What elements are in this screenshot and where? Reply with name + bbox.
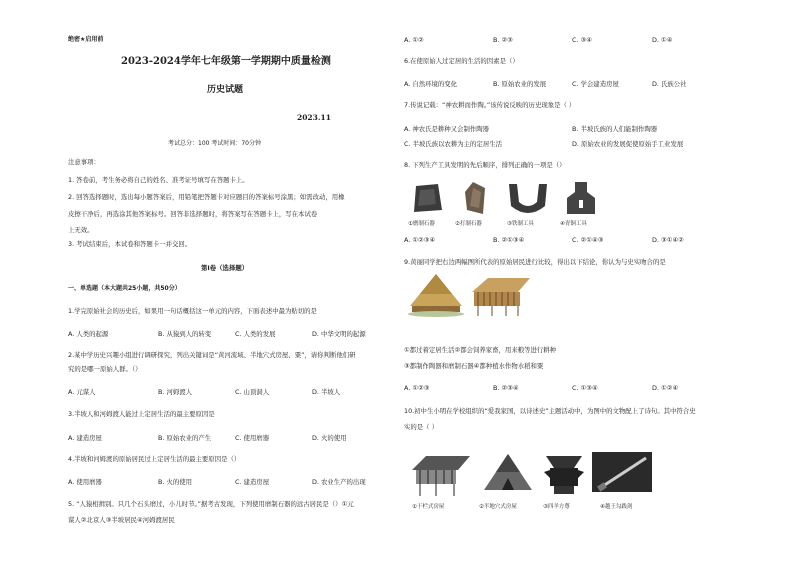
q9-option-a: A. ①②③ [404, 384, 430, 392]
exam-title: 2023-2024学年七年级第一学期期中质量检测 [121, 56, 331, 67]
q9-option-d: D. ①②④ [652, 384, 679, 392]
q3-option-d: D. 火的使用 [312, 434, 347, 442]
q8-caption-1: ①磨制石器 [408, 221, 435, 227]
q6-option-c: C. 学会建造房屋 [572, 80, 619, 88]
q2-option-a: A. 元谋人 [68, 388, 96, 396]
q4-option-a: A. 使用磨器 [68, 478, 102, 486]
q8-option-d: D. ③①④② [652, 236, 684, 244]
question-3: 3.半坡人和河姆渡人能过上定居生活的最主要原因是 [68, 410, 215, 418]
q8-caption-2: ②打制石器 [455, 221, 482, 227]
q5-option-a: A. ①② [404, 36, 424, 44]
note-line: 1. 答卷前，考生务必将自己的姓名、准考证号填写在答题卡上。 [68, 176, 249, 184]
iron-tool-image [505, 180, 551, 216]
exam-date: 2023.11 [297, 113, 331, 122]
question-10-cont: 实的是（ ） [404, 423, 438, 431]
q7-option-a: A. 神农氏是耕种又会制作陶器 [404, 125, 490, 133]
q6-option-b: B. 原始农业的发展 [493, 80, 547, 88]
q4-option-b: B. 火的使用 [158, 478, 193, 486]
q10-caption-1: ①干栏式房屋 [412, 504, 445, 510]
question-6: 6.在使原始人过定居的生活的因素是（） [404, 57, 519, 65]
q7-option-c: C. 半坡氏族以农耕为主的定居生活 [404, 140, 502, 148]
q3-option-c: C. 使用磨器 [235, 434, 270, 442]
chipped-stone-tool-image [461, 180, 491, 216]
bronze-tool-image [563, 180, 599, 216]
q8-option-b: B. ②①③④ [493, 236, 525, 244]
question-4: 4.半坡和河姆渡的原始居民过上定居生活的最主要原因是（） [68, 455, 241, 463]
q1-option-b: B. 从猿到人的转变 [158, 330, 212, 338]
stilt-house-image [410, 452, 472, 498]
q4-option-c: C. 建造房屋 [235, 478, 270, 486]
note-line: 3. 考试结束后，本试卷和答题卡一并交回。 [68, 240, 192, 248]
q10-caption-4: ④越王勾践剑 [600, 504, 633, 510]
question-5-cont: 谋人②北京人③半坡居民④河姆渡居民 [68, 516, 175, 524]
q6-option-d: D. 氏族公社 [652, 80, 687, 88]
q8-caption-3: ③铁制工具 [507, 221, 534, 227]
score-time: 考试总分：100 考试时间：70分钟 [168, 140, 261, 147]
question-10: 10.初中生小明在学校组织的“爱我家国，以诗述史”主题活动中，为图中的文物配上了诗句。其中符合史 [404, 407, 696, 415]
q3-option-b: B. 原始农业的产生 [158, 434, 212, 442]
semi-subterranean-house-image [480, 452, 536, 498]
note-line: 皮擦干净后，再选涂其他答案标号。回答非选择题时，将答案写在答题卡上，写在本试卷 [68, 210, 318, 218]
section-heading: 第Ⅰ卷（选择题） [201, 264, 249, 272]
note-line: 上无效。 [68, 226, 94, 234]
q3-option-a: A. 建造房屋 [68, 434, 102, 442]
part-heading: 一、单选题（本大题共25小题，共50分） [68, 285, 181, 292]
q7-option-d: D. 原始农业的发展促使原始手工业发展 [572, 140, 684, 148]
question-5: 5. “人猿相揖别。只几个石头磨过，小儿时节。”据考古发现，下列使用磨制石器的远古居民是（）①元 [68, 500, 354, 508]
question-8: 8. 下列生产工具发明的先后顺序，排列正确的一项是（） [404, 161, 566, 169]
four-goat-square-zun-image [540, 452, 588, 498]
q2-option-c: C. 山顶洞人 [235, 388, 270, 396]
q9-statement-2: ③都制作陶器和磨制石器④都种植水作物水稻和粟 [404, 362, 544, 370]
q8-option-c: C. ②①④③ [572, 236, 604, 244]
exam-subject: 历史试题 [207, 85, 244, 95]
secret-mark: 绝密★启用前 [68, 36, 104, 43]
q5-option-b: B. ②③ [493, 36, 513, 44]
q8-caption-4: ④青铜工具 [560, 221, 587, 227]
q1-option-d: D. 中华文明的起源 [312, 330, 366, 338]
q5-option-d: D. ①④ [652, 36, 673, 44]
q10-caption-3: ③四羊方尊 [543, 504, 570, 510]
q5-option-c: C. ③④ [572, 36, 592, 44]
goujian-sword-image [592, 452, 652, 498]
q9-statement-1: ①都过着定居生活②都会饲养家畜，用来粮等进行耕种 [404, 346, 557, 354]
q8-option-a: A. ①②③④ [404, 236, 436, 244]
question-2-cont: 究的是哪一原始人群。（） [68, 365, 142, 373]
q6-option-a: A. 自然环境的变化 [404, 80, 458, 88]
q2-option-d: D. 半坡人 [312, 388, 341, 396]
polished-stone-tool-image [408, 180, 448, 216]
note-line: 2. 回答选择题时，选出每小题答案后，用铅笔把答题卡对应题目的答案标号涂黑；如需改动，用橡 [68, 193, 345, 201]
stilt-house-image [468, 276, 534, 318]
question-1: 1.学完原始社会的历史后，如果用一句话概括这一单元的内容，下面表述中最为贴切的是 [68, 307, 317, 315]
q10-caption-2: ②半地穴式房屋 [479, 504, 517, 510]
question-2: 2.某中学历史兴趣小组进行调研探究，列出关键词是“黄河流域、半地穴式房屋、粟”，请你判断他们研 [68, 351, 356, 359]
q1-option-a: A. 人类的起源 [68, 330, 109, 338]
q4-option-d: D. 农业生产的出现 [312, 478, 366, 486]
q1-option-c: C. 人类的发展 [235, 330, 276, 338]
q7-option-b: B. 半坡氏族的人们能制作陶器 [572, 125, 658, 133]
question-9: 9.黄丽同学把右边两幅图所代表的原始居民进行比较，得出以下结论，你认为与史实吻合的是 [404, 258, 666, 266]
question-7: 7.传说记载：“神农耕而作陶。”该传说反映的历史现象是（ ） [404, 101, 576, 109]
notes-heading: 注意事项： [68, 158, 100, 166]
q9-option-c: C. ①③④ [572, 384, 598, 392]
q2-option-b: B. 河姆渡人 [158, 388, 193, 396]
q9-option-b: B. ②③④ [493, 384, 519, 392]
semi-subterranean-house-image [406, 272, 466, 318]
